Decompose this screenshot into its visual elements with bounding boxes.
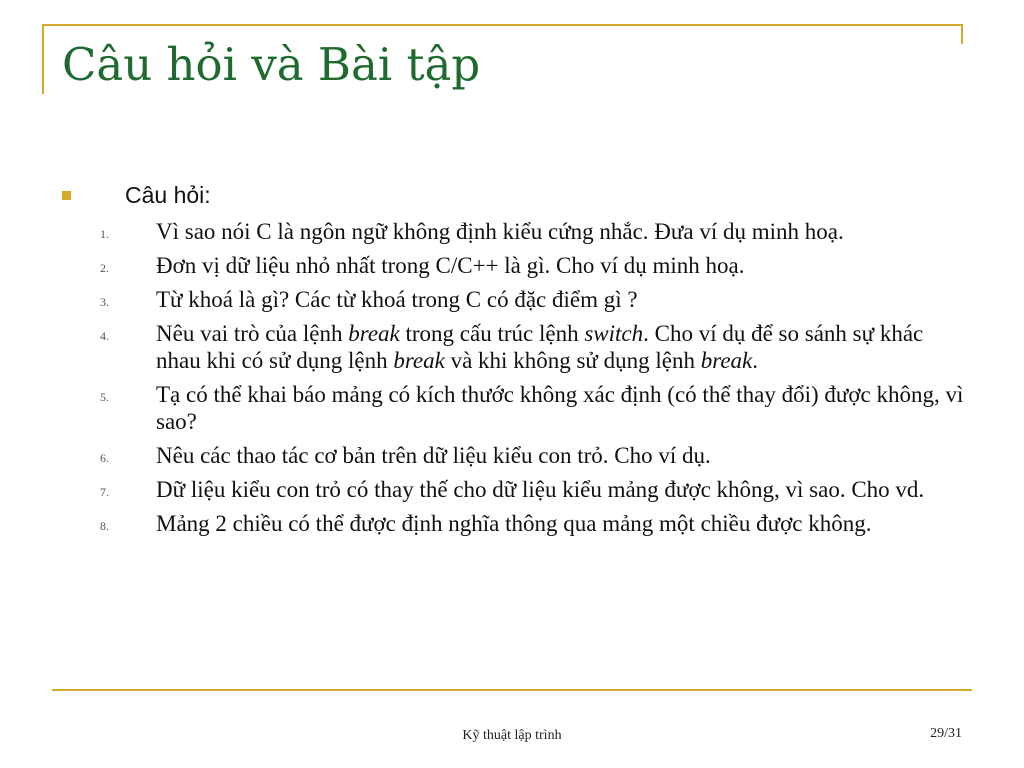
frame-right-rule — [961, 24, 963, 44]
keyword-text: break — [393, 348, 445, 373]
keyword-text: break — [348, 321, 400, 346]
question-text — [156, 381, 970, 435]
question-text — [156, 218, 970, 245]
footer-course-title: Kỹ thuật lập trình — [462, 728, 562, 743]
question-text-part: Vì sao nói C là ngôn ngữ không định kiểu cứng nhắc. Đưa ví dụ minh hoạ. — [156, 219, 844, 244]
question-number: 3. — [100, 295, 109, 309]
question-text — [156, 286, 970, 313]
question-item — [100, 218, 970, 245]
question-text-part: . — [752, 348, 758, 373]
question-text-part: Dữ liệu kiểu con trỏ có thay thế cho dữ liệu kiểu mảng được không, vì sao. Cho vd. — [156, 477, 925, 502]
question-number: 7. — [100, 485, 109, 499]
keyword-text: switch — [584, 321, 644, 346]
question-item — [100, 381, 970, 435]
square-bullet-icon — [62, 191, 71, 200]
question-item — [100, 476, 970, 503]
slide-title: Câu hỏi và Bài tập — [62, 38, 481, 91]
question-text — [156, 252, 970, 279]
question-item — [100, 442, 970, 469]
section-bullet — [62, 180, 71, 210]
question-list — [100, 218, 970, 544]
question-number: 5. — [100, 390, 109, 404]
question-text-part: trong cấu trúc lệnh — [399, 321, 585, 346]
frame-top-rule — [42, 24, 962, 26]
question-text-part: Đơn vị dữ liệu nhỏ nhất trong C/C++ là gì. Cho ví dụ minh hoạ. — [156, 253, 745, 278]
question-number: 4. — [100, 329, 109, 343]
question-text-part: Tạ có thể khai báo mảng có kích thước không xác định (có thể thay đổi) được không, vì sao? — [156, 382, 964, 434]
question-text — [156, 476, 970, 503]
question-item — [100, 320, 970, 374]
frame-left-rule — [42, 24, 44, 94]
section-label: Câu hỏi: — [125, 182, 211, 208]
question-text-part: . Cho ví dụ để so sánh sự khác nhau khi có sử dụng lệnh — [156, 321, 924, 373]
footer-rule — [52, 689, 972, 691]
question-number: 8. — [100, 519, 109, 533]
question-text-part: Nêu vai trò của lệnh — [156, 321, 349, 346]
question-text — [156, 510, 970, 537]
question-text-part: Nêu các thao tác cơ bản trên dữ liệu kiểu con trỏ. Cho ví dụ. — [156, 443, 711, 468]
question-text-part: Từ khoá là gì? Các từ khoá trong C có đặc điểm gì ? — [156, 287, 638, 312]
question-text — [156, 320, 970, 374]
question-item — [100, 252, 970, 279]
question-number: 2. — [100, 261, 109, 275]
question-text-part: Mảng 2 chiều có thể được định nghĩa thông qua mảng một chiều được không. — [156, 511, 872, 536]
question-text — [156, 442, 970, 469]
footer-page-number: 29/31 — [930, 726, 962, 741]
question-text-part: và khi không sử dụng lệnh — [444, 348, 701, 373]
keyword-text: break — [700, 348, 753, 373]
question-item — [100, 286, 970, 313]
question-number: 6. — [100, 451, 109, 465]
question-number: 1. — [100, 227, 109, 241]
question-item — [100, 510, 970, 537]
